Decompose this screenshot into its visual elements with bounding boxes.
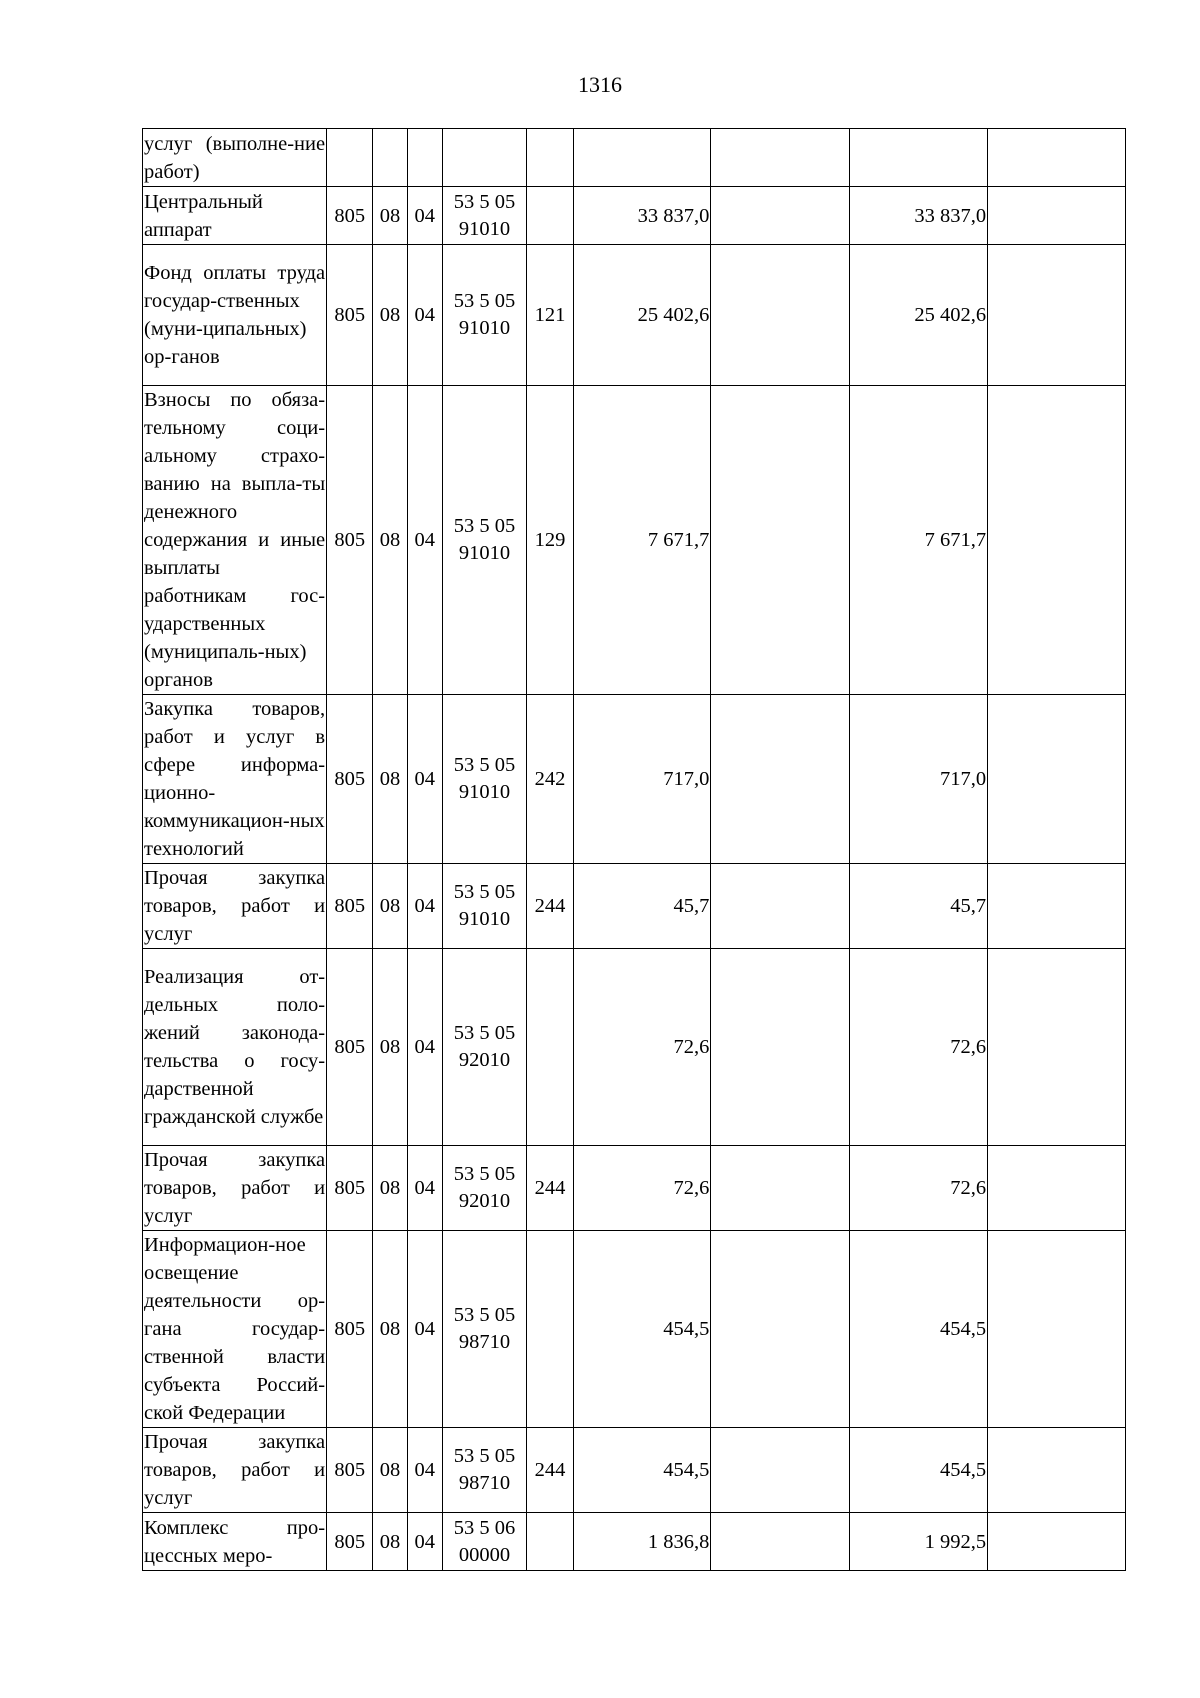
table-row <box>143 1513 1126 1571</box>
cell-amount-blank <box>711 1146 850 1231</box>
target-article-line-1: 53 5 05 <box>453 1163 516 1185</box>
cell-section <box>373 129 407 187</box>
table-row <box>143 245 1126 386</box>
cell-name: Реализация от-дельных поло-жений законода-тельства о госу-дарственной гражданской службе <box>143 949 327 1146</box>
cell-ministry: 805 <box>327 864 373 949</box>
cell-section: 08 <box>373 949 407 1146</box>
cell-target-article <box>442 187 527 245</box>
cell-amount-1: 1 836,8 <box>573 1513 711 1571</box>
cell-amount-2: 33 837,0 <box>850 187 988 245</box>
cell-expense-type <box>527 129 573 187</box>
cell-ministry: 805 <box>327 1146 373 1231</box>
cell-subsection: 04 <box>407 695 442 864</box>
cell-expense-type: 244 <box>527 864 573 949</box>
cell-ministry <box>327 129 373 187</box>
page-number: 1316 <box>578 72 622 97</box>
cell-amount-1: 7 671,7 <box>573 386 711 695</box>
cell-amount-blank <box>711 1231 850 1428</box>
target-article-line-1: 53 5 05 <box>453 754 516 776</box>
cell-name: Прочая закупка товаров, работ и услуг <box>143 1146 327 1231</box>
cell-amount-3 <box>988 129 1126 187</box>
cell-amount-2: 454,5 <box>850 1231 988 1428</box>
target-article-line-2: 92010 <box>458 1049 511 1071</box>
cell-section: 08 <box>373 1428 407 1513</box>
cell-section: 08 <box>373 1146 407 1231</box>
cell-amount-2: 25 402,6 <box>850 245 988 386</box>
cell-expense-type <box>527 187 573 245</box>
cell-amount-2: 717,0 <box>850 695 988 864</box>
cell-ministry: 805 <box>327 245 373 386</box>
cell-ministry: 805 <box>327 695 373 864</box>
cell-amount-1 <box>573 129 711 187</box>
cell-section: 08 <box>373 864 407 949</box>
cell-subsection: 04 <box>407 386 442 695</box>
cell-target-article <box>442 129 527 187</box>
table-row <box>143 1231 1126 1428</box>
cell-amount-1: 33 837,0 <box>573 187 711 245</box>
table-row <box>143 187 1126 245</box>
cell-target-article <box>442 949 527 1146</box>
table-row <box>143 386 1126 695</box>
target-article-line-2: 91010 <box>458 781 511 803</box>
cell-amount-blank <box>711 386 850 695</box>
cell-section: 08 <box>373 187 407 245</box>
cell-subsection: 04 <box>407 1428 442 1513</box>
cell-amount-3 <box>988 695 1126 864</box>
cell-amount-blank <box>711 1513 850 1571</box>
cell-name: Информацион-ное освещение деятельности ор-гана государ-ственной власти субъекта Россий-ской Федерации <box>143 1231 327 1428</box>
cell-expense-type <box>527 1513 573 1571</box>
target-article-line-2: 91010 <box>458 217 511 240</box>
cell-target-article <box>442 864 527 949</box>
cell-ministry: 805 <box>327 187 373 245</box>
cell-section: 08 <box>373 386 407 695</box>
cell-amount-1: 454,5 <box>573 1231 711 1428</box>
target-article-line-1: 53 5 06 <box>453 1516 516 1539</box>
cell-amount-2: 1 992,5 <box>850 1513 988 1571</box>
cell-amount-1: 72,6 <box>573 1146 711 1231</box>
cell-amount-3 <box>988 864 1126 949</box>
cell-ministry: 805 <box>327 1428 373 1513</box>
budget-table <box>142 128 1126 1571</box>
table-row <box>143 1146 1126 1231</box>
cell-subsection: 04 <box>407 1146 442 1231</box>
cell-ministry: 805 <box>327 386 373 695</box>
cell-target-article <box>442 245 527 386</box>
cell-name: Взносы по обяза-тельному соци-альному страхо-ванию на выпла-ты денежного содержания и иные выплаты работникам гос-ударственных (муниципаль-ных) органов <box>143 386 327 695</box>
cell-amount-2: 454,5 <box>850 1428 988 1513</box>
cell-section: 08 <box>373 1513 407 1571</box>
cell-expense-type: 242 <box>527 695 573 864</box>
target-article-line-1: 53 5 05 <box>453 290 516 312</box>
cell-name: Комплекс про-цессных меро- <box>143 1513 327 1571</box>
cell-expense-type: 244 <box>527 1146 573 1231</box>
target-article-line-1: 53 5 05 <box>453 881 516 903</box>
cell-amount-1: 25 402,6 <box>573 245 711 386</box>
cell-name: Прочая закупка товаров, работ и услуг <box>143 864 327 949</box>
cell-expense-type: 121 <box>527 245 573 386</box>
cell-expense-type <box>527 1231 573 1428</box>
cell-target-article <box>442 1428 527 1513</box>
cell-amount-2: 72,6 <box>850 949 988 1146</box>
cell-amount-1: 45,7 <box>573 864 711 949</box>
cell-amount-3 <box>988 1513 1126 1571</box>
cell-subsection: 04 <box>407 1513 442 1571</box>
table-row <box>143 949 1126 1146</box>
cell-amount-2: 45,7 <box>850 864 988 949</box>
target-article-line-1: 53 5 05 <box>453 190 516 213</box>
cell-amount-blank <box>711 245 850 386</box>
cell-subsection: 04 <box>407 1231 442 1428</box>
cell-name: Закупка товаров, работ и услуг в сфере информа-ционно-коммуникацион-ных технологий <box>143 695 327 864</box>
cell-expense-type: 129 <box>527 386 573 695</box>
cell-target-article <box>442 695 527 864</box>
table-row <box>143 695 1126 864</box>
target-article-line-2: 91010 <box>458 908 511 930</box>
cell-amount-1: 454,5 <box>573 1428 711 1513</box>
cell-expense-type <box>527 949 573 1146</box>
cell-amount-blank <box>711 949 850 1146</box>
cell-target-article <box>442 1231 527 1428</box>
cell-expense-type: 244 <box>527 1428 573 1513</box>
cell-amount-3 <box>988 1428 1126 1513</box>
cell-subsection: 04 <box>407 949 442 1146</box>
cell-target-article <box>442 1146 527 1231</box>
cell-amount-3 <box>988 187 1126 245</box>
cell-amount-1: 717,0 <box>573 695 711 864</box>
cell-section: 08 <box>373 695 407 864</box>
cell-amount-3 <box>988 949 1126 1146</box>
cell-amount-3 <box>988 386 1126 695</box>
cell-name: Прочая закупка товаров, работ и услуг <box>143 1428 327 1513</box>
cell-amount-1: 72,6 <box>573 949 711 1146</box>
target-article-line-2: 00000 <box>458 1543 511 1566</box>
cell-amount-blank <box>711 187 850 245</box>
target-article-line-2: 98710 <box>458 1472 511 1494</box>
cell-target-article <box>442 1513 527 1571</box>
cell-amount-blank <box>711 695 850 864</box>
cell-amount-blank <box>711 864 850 949</box>
cell-ministry: 805 <box>327 1231 373 1428</box>
cell-amount-3 <box>988 1146 1126 1231</box>
target-article-line-1: 53 5 05 <box>453 515 516 537</box>
cell-amount-blank <box>711 1428 850 1513</box>
cell-name: услуг (выполне-ние работ) <box>143 129 327 187</box>
cell-ministry: 805 <box>327 1513 373 1571</box>
cell-amount-blank <box>711 129 850 187</box>
cell-amount-3 <box>988 245 1126 386</box>
cell-subsection: 04 <box>407 864 442 949</box>
cell-name: Центральный аппарат <box>143 187 327 245</box>
target-article-line-2: 92010 <box>458 1190 511 1212</box>
cell-amount-2 <box>850 129 988 187</box>
cell-subsection: 04 <box>407 187 442 245</box>
cell-name: Фонд оплаты труда государ-ственных (муни-ципальных) ор-ганов <box>143 245 327 386</box>
table-row <box>143 129 1126 187</box>
target-article-line-2: 91010 <box>458 542 511 564</box>
cell-amount-2: 7 671,7 <box>850 386 988 695</box>
cell-ministry: 805 <box>327 949 373 1146</box>
target-article-line-2: 98710 <box>458 1331 511 1353</box>
cell-subsection: 04 <box>407 245 442 386</box>
table-row <box>143 1428 1126 1513</box>
target-article-line-1: 53 5 05 <box>453 1022 516 1044</box>
cell-section: 08 <box>373 1231 407 1428</box>
target-article-line-1: 53 5 05 <box>453 1445 516 1467</box>
table-row <box>143 864 1126 949</box>
cell-subsection <box>407 129 442 187</box>
target-article-line-1: 53 5 05 <box>453 1304 516 1326</box>
cell-target-article <box>442 386 527 695</box>
cell-section: 08 <box>373 245 407 386</box>
cell-amount-2: 72,6 <box>850 1146 988 1231</box>
cell-amount-3 <box>988 1231 1126 1428</box>
target-article-line-2: 91010 <box>458 317 511 339</box>
